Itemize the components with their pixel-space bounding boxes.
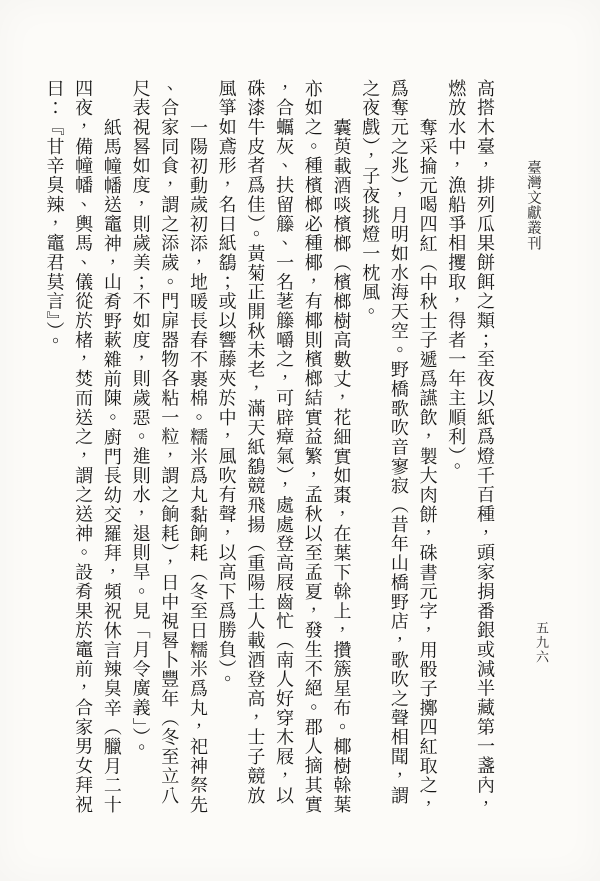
text-column: 囊萸載酒啖檳榔（檳榔樹高數丈，花細實如棗，在葉下榦上，攢簇星布。椰樹榦葉 bbox=[331, 117, 352, 815]
text-column: 紙馬幢幡送竈神，山肴野蔌雜前陳。廚門長幼交羅拜，頻祝休言辣臭辛（臘月二十 bbox=[101, 117, 122, 815]
text-column: ，合蠣灰、扶留籐、一名荖籐嚼之，可辟瘴氣），處處登高屐齒忙（南人好穿木屐，以 bbox=[274, 79, 295, 806]
series-title: 臺灣文獻叢刊 bbox=[525, 160, 541, 251]
text-column: 尺表視晷如度，則歲美；不如度，則歲惡。進則水，退則旱。見「月令廣義」）。 bbox=[130, 79, 151, 758]
text-column: 硃漆牛皮者爲佳）。黃菊正開秋未老，滿天紙鷂競飛揚（重陽土人載酒登高，士子競放 bbox=[245, 79, 266, 806]
page-number: 五九六 bbox=[534, 621, 549, 665]
text-column: 風箏如鳶形，名曰紙鷂；或以響藤夾於中，風吹有聲，以高下爲勝負）。 bbox=[216, 79, 237, 690]
text-column: 曰：『甘辛臭辣，竈君莫言』）。 bbox=[44, 79, 65, 352]
text-column: 亦如之。種檳榔必種椰，有椰則檳榔結實益繁，孟秋以至孟夏，發生不絕。郡人摘其實 bbox=[302, 79, 323, 815]
text-column: 之夜戲），子夜挑燈一枕風。 bbox=[360, 79, 381, 322]
text-column: 爲奪元之兆），月明如水海天空。野橋歌吹音寥寂（昔年山橋野店，歌吹之聲相聞，謂 bbox=[388, 79, 409, 806]
text-column: 燃放水中，漁船爭相攫取，得者一年主順利）。 bbox=[446, 79, 467, 477]
text-column: 、合家同食，謂之添歲。門扉器物各粘一粒，謂之餉耗），日中視晷卜豐年（冬至立八 bbox=[159, 79, 180, 806]
text-column: 奪采掄元喝四紅（中秋士子遞爲讌飲，製大肉餅，硃書元字，用骰子擲四紅取之， bbox=[417, 117, 438, 815]
text-column: 高搭木臺，排列瓜果餅餌之類；至夜以紙爲燈千百種，頭家捐番銀或減半藏第一盞內， bbox=[475, 79, 495, 815]
text-column: 一陽初動歲初添，地暖長春不裹棉。糯米爲丸黏餉耗（冬至日糯米爲丸，祀神祭先 bbox=[187, 117, 208, 815]
text-column: 四夜，備幢幡、輿馬、儀從於楮，焚而送之，謂之送神。設肴果於竈前，合家男女拜祝 bbox=[73, 79, 94, 815]
vertical-text-block bbox=[40, 79, 499, 821]
